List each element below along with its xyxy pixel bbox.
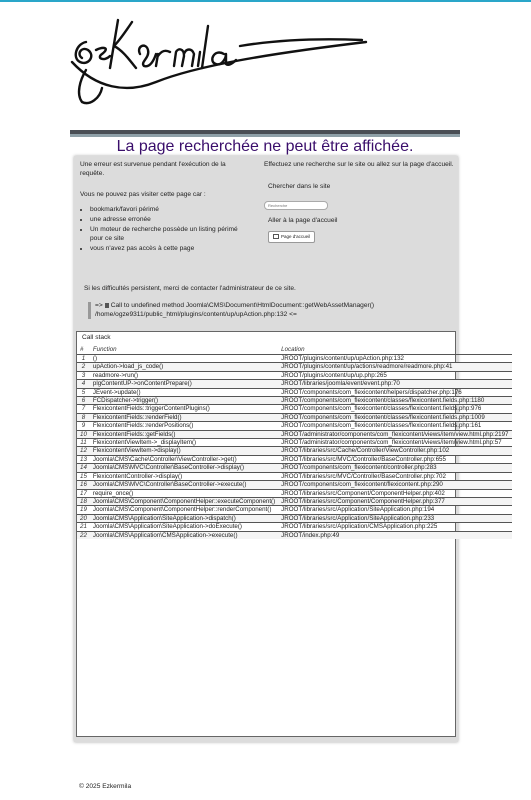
row-function: FlexicontentFields::renderPositions() bbox=[90, 422, 278, 430]
col-header-function: Function bbox=[92, 345, 117, 353]
row-function: Joomla\CMS\MVC\Controller\BaseController->execute() bbox=[90, 481, 278, 489]
row-function: () bbox=[90, 355, 278, 363]
search-label: Chercher dans le site bbox=[268, 182, 331, 190]
copyright-footer: © 2025 Ezkermila bbox=[79, 783, 132, 790]
row-number: 20 bbox=[77, 514, 90, 522]
right-column bbox=[264, 161, 454, 243]
row-function: Joomla\CMS\Application\SiteApplication->doExecute() bbox=[90, 523, 278, 531]
row-function: plgContentUP->onContentPrepare() bbox=[90, 380, 278, 388]
row-function: FCDispatcher->trigger() bbox=[90, 397, 278, 405]
table-row bbox=[77, 481, 512, 489]
table-row bbox=[77, 363, 512, 371]
call-stack bbox=[76, 331, 509, 737]
row-number: 7 bbox=[77, 405, 90, 413]
row-location: JROOT/libraries/src/Application/SiteApplication.php:194 bbox=[278, 506, 511, 514]
row-number: 4 bbox=[77, 380, 90, 388]
row-location: JROOT/libraries/src/MVC/Controller/BaseController.php:655 bbox=[278, 455, 511, 463]
row-number: 2 bbox=[77, 363, 90, 371]
cannot-visit-text: Vous ne pouvez pas visiter cette page car : bbox=[80, 191, 206, 199]
reasons-list bbox=[80, 206, 250, 253]
table-row bbox=[77, 439, 512, 447]
row-location: JROOT/components/com_flexicontent/classes/flexicontent.fields.php:1180 bbox=[278, 397, 511, 405]
table-row bbox=[77, 388, 512, 396]
list-item: • bookmark/favori périmé bbox=[90, 206, 250, 215]
row-location: JROOT/plugins/content/up/up.php:265 bbox=[278, 371, 511, 379]
table-row bbox=[77, 514, 512, 522]
error-prefix: => bbox=[95, 302, 103, 309]
row-number: 12 bbox=[77, 447, 90, 455]
col-header-number: # bbox=[80, 345, 84, 353]
row-number: 19 bbox=[77, 506, 90, 514]
error-line-2: /home/ogze9311/public_html/plugins/content/up/upAction.php:132 <= bbox=[95, 310, 297, 318]
contact-text: Si les difficultés persistent, merci de contacter l'administrateur de ce site. bbox=[84, 285, 296, 292]
row-number: 3 bbox=[77, 371, 90, 379]
row-number: 8 bbox=[77, 413, 90, 421]
error-message bbox=[88, 302, 455, 319]
row-location: JROOT/components/com_flexicontent/classes/flexicontent.fields.php:976 bbox=[278, 405, 511, 413]
row-function: readmore->run() bbox=[90, 371, 278, 379]
error-panel bbox=[74, 156, 509, 742]
row-number: 15 bbox=[77, 472, 90, 480]
row-function: Joomla\CMS\Component\ComponentHelper::executeComponent() bbox=[90, 497, 278, 505]
row-number: 21 bbox=[77, 523, 90, 531]
row-number: 14 bbox=[77, 464, 90, 472]
row-function: require_once() bbox=[90, 489, 278, 497]
table-row bbox=[77, 447, 512, 455]
row-function: Joomla\CMS\Component\ComponentHelper::renderComponent() bbox=[90, 506, 278, 514]
error-line-1: Call to undefined method Joomla\CMS\Document\HtmlDocument::getWebAssetManager() bbox=[110, 302, 375, 309]
row-number: 9 bbox=[77, 422, 90, 430]
col-header-location: Location bbox=[281, 345, 305, 353]
row-location: JROOT/components/com_flexicontent/classes/flexicontent.fields.php:161 bbox=[278, 422, 511, 430]
home-icon bbox=[273, 234, 279, 239]
table-row bbox=[77, 497, 512, 505]
table-row bbox=[77, 523, 512, 531]
row-function: Joomla\CMS\Application\SiteApplication->dispatch() bbox=[90, 514, 278, 522]
row-location: JROOT/libraries/src/Application/CMSApplication.php:225 bbox=[278, 523, 511, 531]
row-location: JROOT/libraries/src/Component/ComponentHelper.php:377 bbox=[278, 497, 511, 505]
table-row bbox=[77, 506, 512, 514]
table-row bbox=[77, 371, 512, 379]
left-column bbox=[80, 161, 250, 255]
row-number: 16 bbox=[77, 481, 90, 489]
list-item: • Un moteur de recherche possède un listing périmé pour ce site bbox=[90, 226, 250, 243]
home-button-label: Page d'accueil bbox=[281, 233, 311, 239]
row-function: Joomla\CMS\MVC\Controller\BaseController->display() bbox=[90, 464, 278, 472]
row-function: FlexicontentViewItem->_displayItem() bbox=[90, 439, 278, 447]
row-function: FlexicontentViewItem->display() bbox=[90, 447, 278, 455]
call-stack-table bbox=[77, 344, 512, 539]
row-number: 17 bbox=[77, 489, 90, 497]
row-location: JROOT/components/com_flexicontent/helpers/dispatcher.php:176 bbox=[278, 388, 511, 396]
row-location: JROOT/libraries/src/Cache/Controller/ViewController.php:102 bbox=[278, 447, 511, 455]
row-function: FlexicontentFields::triggerContentPlugins() bbox=[90, 405, 278, 413]
row-number: 10 bbox=[77, 430, 90, 438]
table-row bbox=[77, 405, 512, 413]
row-function: upAction->load_js_code() bbox=[90, 363, 278, 371]
table-row bbox=[77, 455, 512, 463]
row-location: JROOT/administrator/components/com_flexicontent/views/item/view.html.php:57 bbox=[278, 439, 511, 447]
table-row bbox=[77, 397, 512, 405]
table-row bbox=[77, 489, 512, 497]
row-function: FlexicontentFields::getFields() bbox=[90, 430, 278, 438]
row-function: FlexicontentController->display() bbox=[90, 472, 278, 480]
row-number: 11 bbox=[77, 439, 90, 447]
error-intro: Une erreur est survenue pendant l'exécution de la requête. bbox=[80, 161, 226, 177]
row-location: JROOT/administrator/components/com_flexicontent/views/item/view.html.php:2197 bbox=[278, 430, 511, 438]
row-number: 22 bbox=[77, 531, 90, 539]
site-logo bbox=[66, 2, 370, 112]
row-number: 1 bbox=[77, 355, 90, 363]
row-location: JROOT/plugins/content/up/upAction.php:132 bbox=[278, 355, 511, 363]
table-row bbox=[77, 355, 512, 363]
row-number: 18 bbox=[77, 497, 90, 505]
call-stack-caption: Call stack bbox=[82, 334, 111, 341]
row-location: JROOT/libraries/joomla/event/event.php:70 bbox=[278, 380, 511, 388]
page-title: La page recherchée ne peut être affichée. bbox=[116, 138, 414, 155]
search-intro: Effectuez une recherche sur le site ou allez sur la page d'accueil. bbox=[264, 161, 454, 168]
row-location: JROOT/index.php:49 bbox=[278, 531, 511, 539]
row-number: 6 bbox=[77, 397, 90, 405]
table-row bbox=[77, 464, 512, 472]
row-function: FlexicontentFields::renderField() bbox=[90, 413, 278, 421]
search-input[interactable] bbox=[264, 201, 328, 210]
table-row bbox=[77, 422, 512, 430]
row-function: JEvent->update() bbox=[90, 388, 278, 396]
table-row bbox=[77, 413, 512, 421]
list-item: • une adresse erronée bbox=[90, 216, 250, 225]
row-location: JROOT/libraries/src/Component/ComponentHelper.php:402 bbox=[278, 489, 511, 497]
row-location: JROOT/components/com_flexicontent/controller.php:283 bbox=[278, 464, 511, 472]
table-row bbox=[77, 430, 512, 438]
row-location: JROOT/plugins/content/up/actions/readmore/readmore.php:41 bbox=[278, 363, 511, 371]
home-button[interactable] bbox=[268, 231, 315, 244]
error-icon bbox=[105, 303, 109, 308]
row-location: JROOT/libraries/src/Application/SiteApplication.php:233 bbox=[278, 514, 511, 522]
row-function: Joomla\CMS\Application\CMSApplication->execute() bbox=[90, 531, 278, 539]
row-location: JROOT/components/com_flexicontent/classes/flexicontent.fields.php:1009 bbox=[278, 413, 511, 421]
row-number: 5 bbox=[77, 388, 90, 396]
home-label: Aller à la page d'accueil bbox=[268, 217, 338, 225]
list-item: • vous n'avez pas accès à cette page bbox=[90, 245, 250, 254]
row-location: JROOT/components/com_flexicontent/flexicontent.php:290 bbox=[278, 481, 511, 489]
row-location: JROOT/libraries/src/MVC/Controller/BaseController.php:702 bbox=[278, 472, 511, 480]
table-row bbox=[77, 472, 512, 480]
table-row bbox=[77, 380, 512, 388]
row-number: 13 bbox=[77, 455, 90, 463]
table-row bbox=[77, 531, 512, 539]
row-function: Joomla\CMS\Cache\Controller\ViewController->get() bbox=[90, 455, 278, 463]
